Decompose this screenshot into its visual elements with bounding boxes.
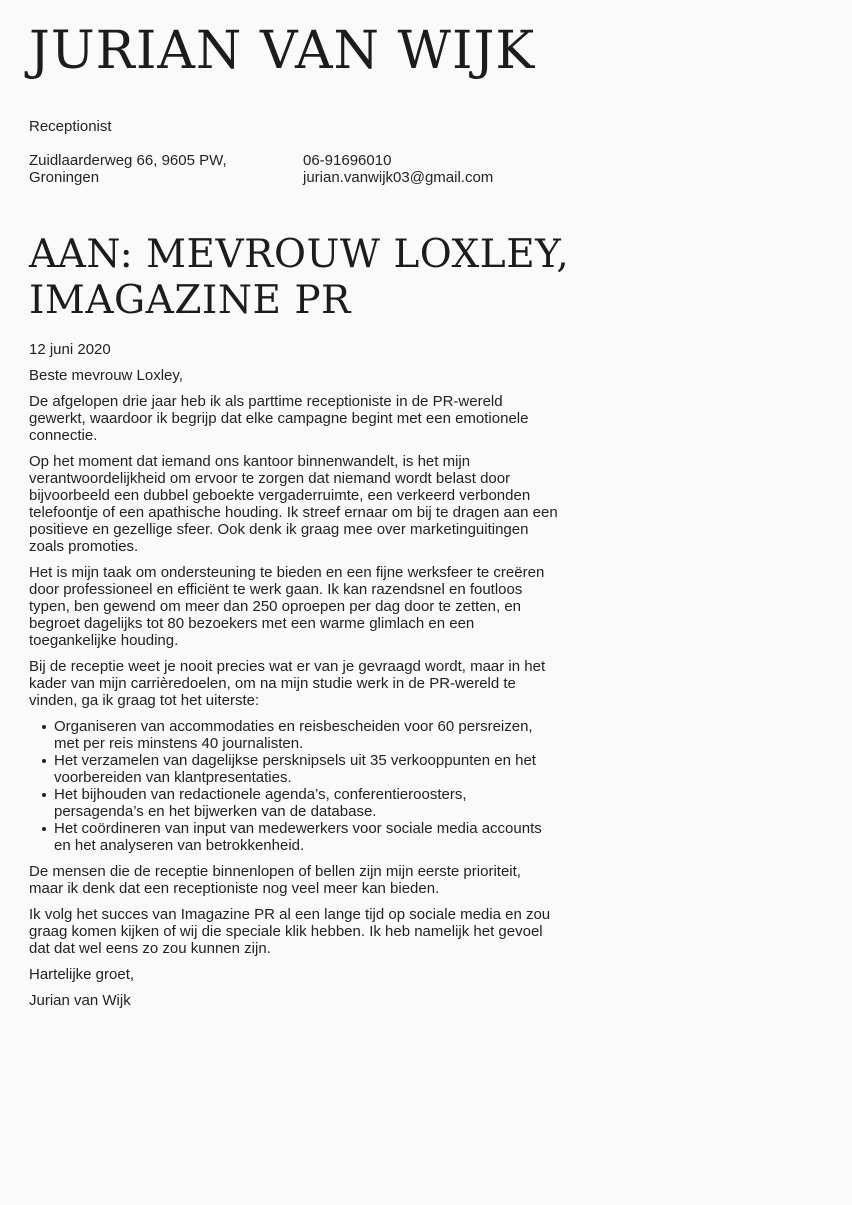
paragraph: Op het moment dat iemand ons kantoor binnenwandelt, is het mijn verantwoordelijkheid om ervoor te zorgen dat niemand wordt belast door bijvoorbeeld een dubbel geboekte vergaderruimte, een verkeerd verbonden telefoontje of een apathische houding. Ik streef ernaar om bij te dragen aan een positieve en gezellige sfeer. Ook denk ik graag mee over marketinguitingen zoals promoties. xyxy=(29,453,558,555)
paragraph: Ik volg het succes van Imagazine PR al een lange tijd op sociale media en zou graag komen kijken of wij die speciale klik hebben. Ik heb namelijk het gevoel dat dat wel eens zo zou kunnen zijn. xyxy=(29,906,551,957)
address-city: Groningen xyxy=(29,169,100,186)
list-item: Het verzamelen van dagelijkse persknipsels uit 35 verkooppunten en het voorbereiden van klantpresentaties. xyxy=(29,752,559,786)
letter-body xyxy=(29,341,559,1018)
paragraph: De mensen die de receptie binnenlopen of bellen zijn mijn eerste prioriteit, maar ik denk dat een receptioniste nog veel meer kan bieden. xyxy=(29,863,521,897)
email-address: jurian.vanwijk03@gmail.com xyxy=(303,169,494,186)
skills-list xyxy=(29,718,559,854)
recipient-line-2: IMAGAZINE PR xyxy=(29,278,351,323)
paragraph: Het is mijn taak om ondersteuning te bieden en een fijne werksfeer te creëren door professioneel en efficiënt te werk gaan. Ik kan razendsnel en foutloos typen, ben gewend om meer dan 250 oproepen per dag door te zetten, en begroet dagelijks tot 80 bezoekers met een warme glimlach en een toegankelijke houding. xyxy=(29,564,545,649)
applicant-name: JURIAN VAN WIJK xyxy=(29,21,536,81)
phone-number: 06-91696010 xyxy=(303,152,392,169)
paragraph: Bij de receptie weet je nooit precies wat er van je gevraagd wordt, maar in het kader van mijn carrièredoelen, om na mijn studie werk in de PR-wereld te vinden, ga ik graag tot het uiterste: xyxy=(29,658,546,709)
address-street: Zuidlaarderweg 66, 9605 PW, xyxy=(29,152,227,169)
recipient-line-1: AAN: MEVROUW LOXLEY, xyxy=(29,232,570,277)
signoff: Hartelijke groet, xyxy=(29,966,135,983)
paragraph: De afgelopen drie jaar heb ik als parttime receptioniste in de PR-wereld gewerkt, waardoor ik begrijp dat elke campagne begint met een emotionele connectie. xyxy=(29,393,529,444)
signature: Jurian van Wijk xyxy=(29,992,131,1009)
salutation: Beste mevrouw Loxley, xyxy=(29,367,183,384)
address-block xyxy=(29,152,269,186)
list-item: Organiseren van accommodaties en reisbescheiden voor 60 persreizen, met per reis minstens 40 journalisten. xyxy=(29,718,559,752)
applicant-role: Receptionist xyxy=(29,118,112,135)
list-item: Het coördineren van input van medewerkers voor sociale media accounts en het analyseren van betrokkenheid. xyxy=(29,820,559,854)
list-item: Het bijhouden van redactionele agenda’s, conferentieroosters, persagenda’s en het bijwerken van de database. xyxy=(29,786,559,820)
contact-block xyxy=(303,152,563,186)
recipient-heading xyxy=(29,232,569,324)
letter-date: 12 juni 2020 xyxy=(29,341,111,358)
